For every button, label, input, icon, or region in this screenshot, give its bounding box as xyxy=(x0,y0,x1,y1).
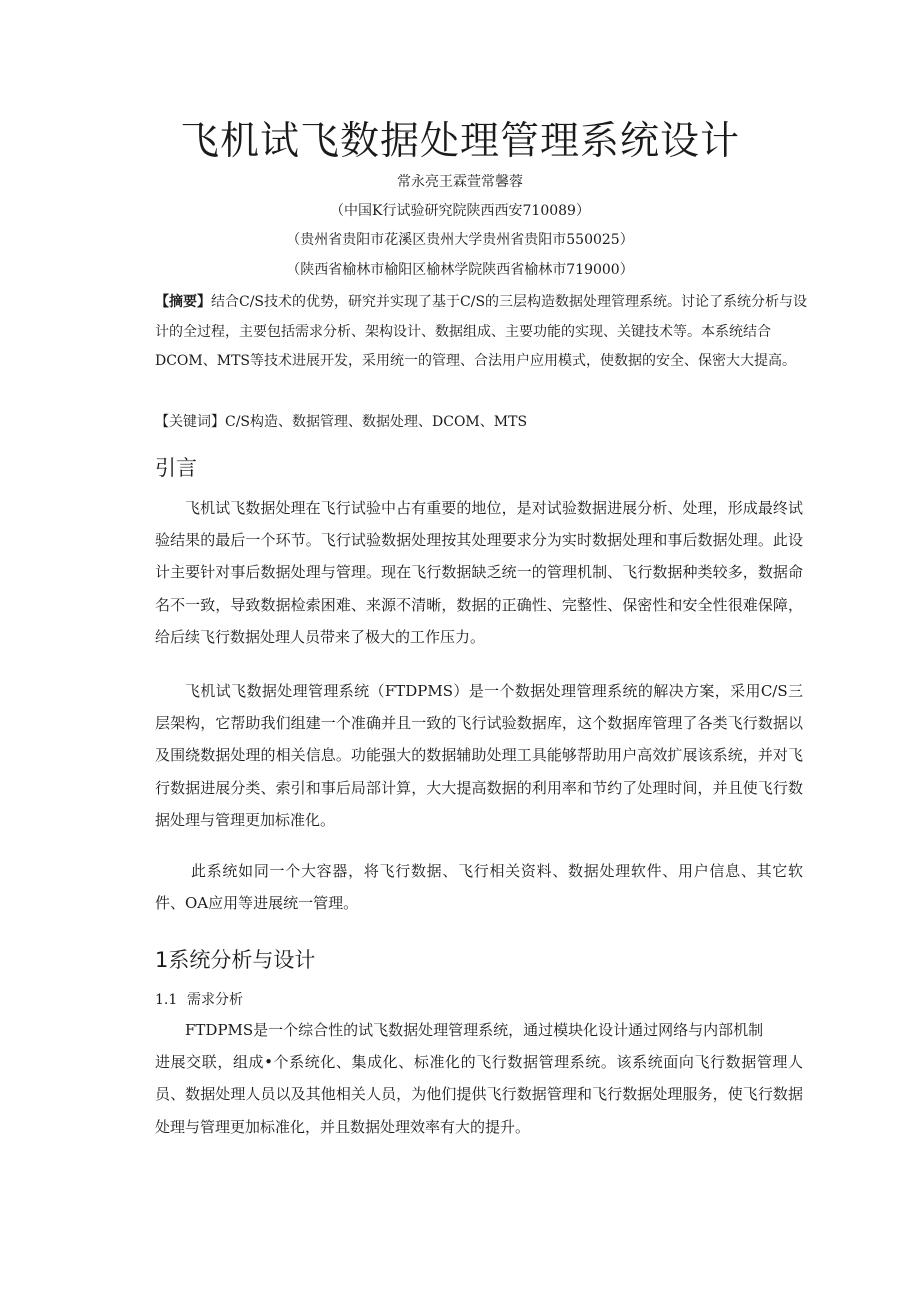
section-1-paragraph-rest: 进展交联，组成•个系统化、集成化、标准化的飞行数据管理系统。该系统面向飞行数据管理人员、数据处理人员以及其他相关人员，为他们提供飞行数据管理和飞行数据处理服务，使飞行数据处理与管理更加标准化，并且数据处理效率有大的提升。 xyxy=(155,1053,803,1136)
section-1-paragraph-first-line: FTDPMS是一个综合性的试飞数据处理管理系统，通过模块化设计通过网络与内部机制 xyxy=(185,1021,764,1039)
subsection-1-1-heading xyxy=(155,988,243,1012)
subsection-title: 需求分析 xyxy=(187,992,243,1008)
authors: 常永亮王霖萱常馨蓉 xyxy=(397,174,523,190)
intro-heading: 引言 xyxy=(155,456,197,480)
subsection-number: 1.1 xyxy=(155,992,178,1008)
paper-title: 飞机试飞数据处理管理系统设计 xyxy=(179,119,740,164)
affiliation-3: （陕西省榆林市榆阳区榆林学院陕西省榆林市719000） xyxy=(286,262,634,278)
abstract-tag: 【摘要】 xyxy=(155,294,211,310)
section-1-paragraph xyxy=(155,1014,803,1143)
affiliation-2: （贵州省贵阳市花溪区贵州大学贵州省贵阳市550025） xyxy=(286,232,634,248)
intro-paragraph-1: 飞机试飞数据处理在飞行试验中占有重要的地位，是对试验数据进展分析、处理，形成最终试验结果的最后一个环节。飞行试验数据处理按其处理要求分为实时数据处理和事后数据处理。此设计主要针对事后数据处理与管理。现在飞行数据缺乏统一的管理机制、飞行数据种类较多，数据命名不一致，导致数据检索困难、来源不清晰，数据的正确性、完整性、保密性和安全性很难保障，给后续飞行数据处理人员带来了极大的工作压力。 xyxy=(155,499,803,646)
keywords-tag: 【关键词】 xyxy=(155,414,225,430)
affiliation-1: （中国K行试验研究院陕西西安710089） xyxy=(330,203,590,219)
section-1-heading: 1系统分析与设计 xyxy=(155,948,316,972)
abstract-text: 结合C/S技术的优势，研究并实现了基于C/S的三层构造数据处理管理系统。讨论了系统分析与设计的全过程，主要包括需求分析、架构设计、数据组成、主要功能的实现、关键技术等。本系统结合DCOM、MTS等技术进展开发，采用统一的管理、合法用户应用模式，使数据的安全、保密大大提高。 xyxy=(155,294,808,369)
keywords xyxy=(155,408,815,436)
intro-paragraph-3: 此系统如同一个大容器，将飞行数据、飞行相关资料、数据处理软件、用户信息、其它软件、OA应用等进展统一管理。 xyxy=(155,862,803,913)
abstract xyxy=(155,288,815,377)
intro-paragraph-2: 飞机试飞数据处理管理系统（FTDPMS）是一个数据处理管理系统的解决方案，采用C/S三层架构，它帮助我们组建一个准确并且一致的飞行试验数据库，这个数据库管理了各类飞行数据以及围绕数据处理的相关信息。功能强大的数据辅助处理工具能够帮助用户高效扩展该系统，并对飞行数据进展分类、索引和事后局部计算，大大提高数据的利用率和节约了处理时间，并且使飞行数据处理与管理更加标准化。 xyxy=(155,682,803,829)
keywords-text: C/S构造、数据管理、数据处理、DCOM、MTS xyxy=(225,414,528,430)
